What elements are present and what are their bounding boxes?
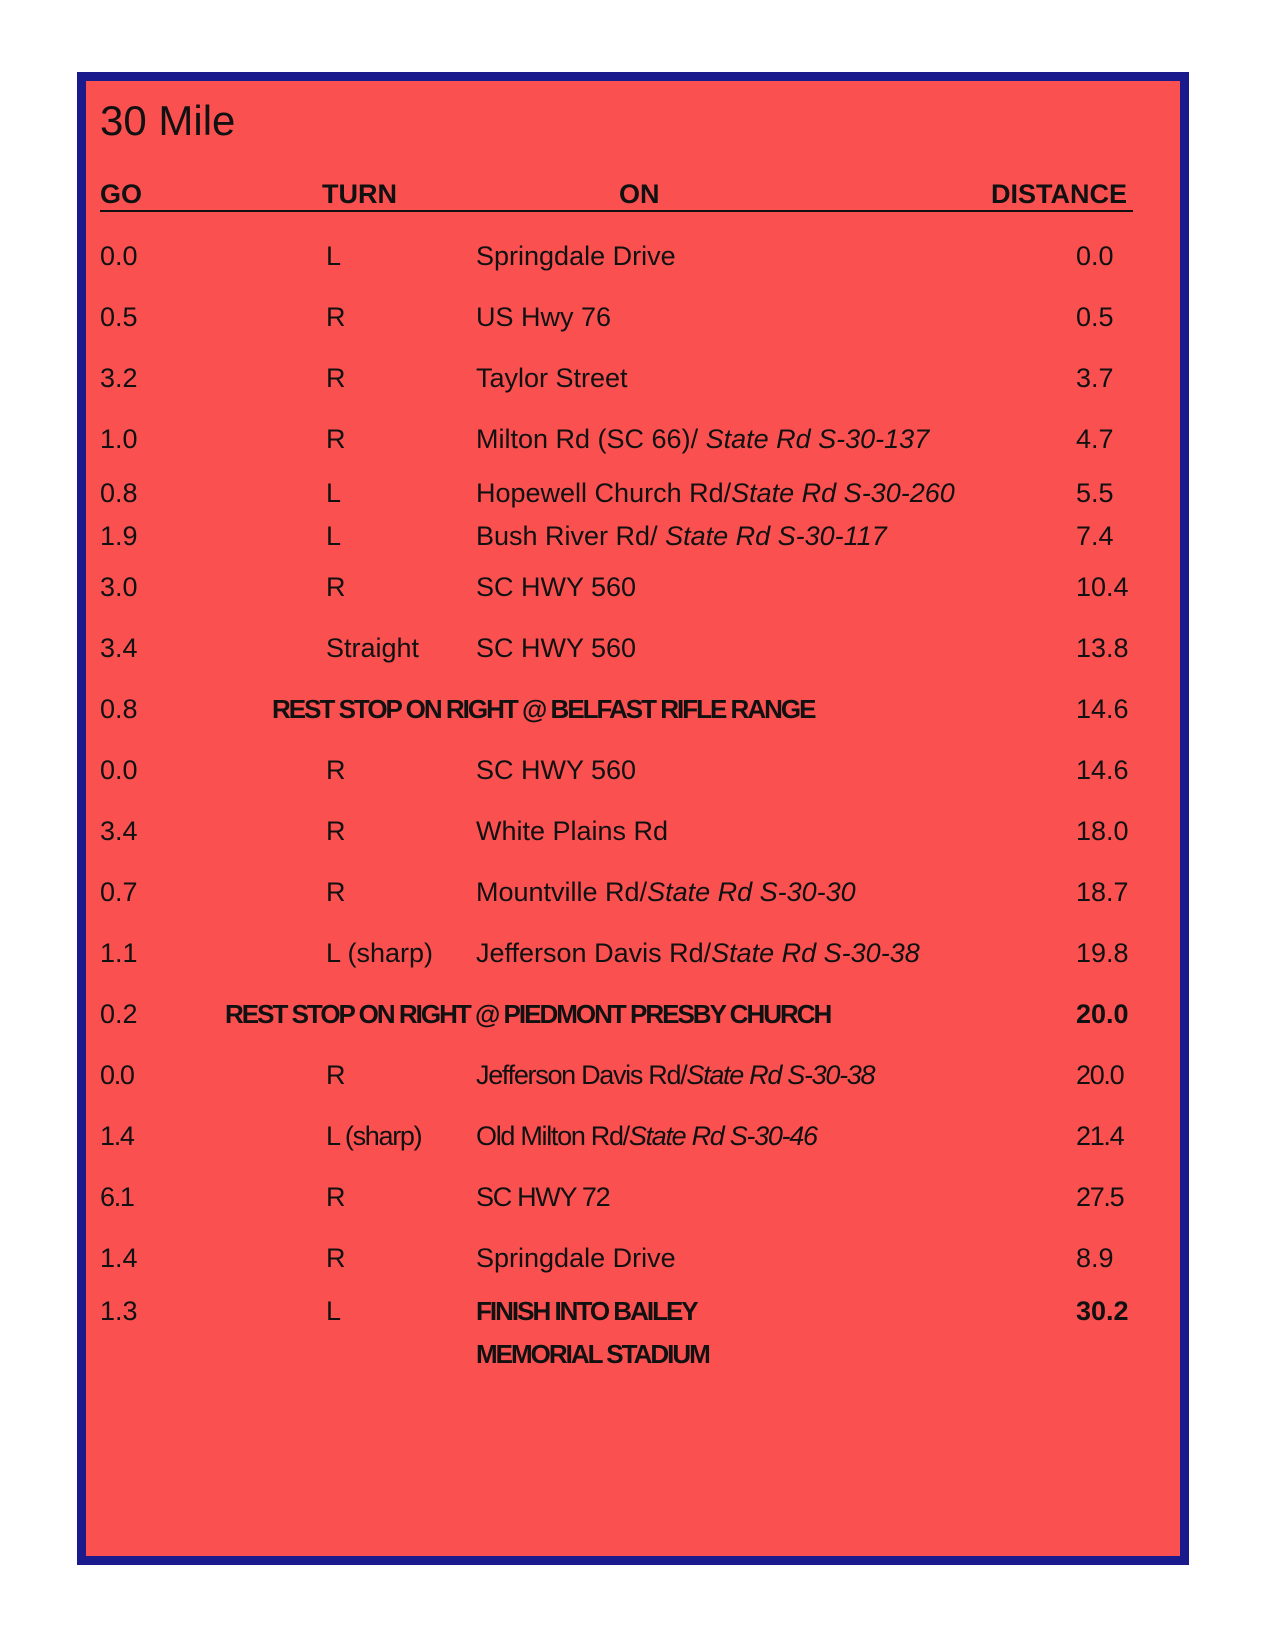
- go-value: 6.1: [100, 1182, 134, 1212]
- road-name: SC HWY 560: [476, 633, 637, 663]
- cue-row: [0, 750, 1275, 790]
- distance-value: 30.2: [1076, 1296, 1129, 1326]
- turn-value: L (sharp): [326, 938, 434, 968]
- road-name: Milton Rd (SC 66)/ State Rd S-30-137: [476, 424, 930, 454]
- go-value: 0.0: [100, 755, 138, 785]
- cue-row: [0, 1116, 1275, 1156]
- distance-value: 20.0: [1076, 999, 1129, 1029]
- cue-row: [0, 811, 1275, 851]
- go-value: 3.0: [100, 572, 138, 602]
- cue-row: [0, 516, 1275, 556]
- turn-value: R: [326, 1182, 345, 1212]
- header-on: ON: [619, 179, 660, 209]
- turn-value: R: [326, 877, 346, 907]
- distance-value: 8.9: [1076, 1243, 1114, 1273]
- go-value: 0.0: [100, 1060, 134, 1090]
- distance-value: 27.5: [1076, 1182, 1124, 1212]
- turn-value: L (sharp): [326, 1121, 422, 1151]
- distance-value: 0.0: [1076, 241, 1114, 271]
- distance-value: 19.8: [1076, 938, 1129, 968]
- cue-row: [0, 297, 1275, 337]
- finish-label-line2: MEMORIAL STADIUM: [476, 1339, 709, 1369]
- turn-value: L: [326, 521, 342, 551]
- road-name: US Hwy 76: [476, 302, 612, 332]
- road-name: White Plains Rd: [476, 816, 669, 846]
- road-name: Hopewell Church Rd/State Rd S-30-260: [476, 478, 955, 508]
- road-name: SC HWY 560: [476, 572, 637, 602]
- distance-value: 14.6: [1076, 694, 1129, 724]
- road-name: Jefferson Davis Rd/State Rd S-30-38: [476, 1060, 875, 1090]
- go-value: 3.2: [100, 363, 138, 393]
- go-value: 0.2: [100, 999, 138, 1029]
- cue-row: [0, 628, 1275, 668]
- go-value: 0.8: [100, 694, 138, 724]
- cue-row: [0, 419, 1275, 459]
- turn-value: R: [326, 424, 346, 454]
- distance-value: 4.7: [1076, 424, 1114, 454]
- cue-row: [0, 567, 1275, 607]
- road-name: SC HWY 560: [476, 755, 637, 785]
- cue-row: [0, 473, 1275, 513]
- cue-row: [0, 1055, 1275, 1095]
- cue-row: [0, 1177, 1275, 1217]
- go-value: 0.0: [100, 241, 138, 271]
- distance-value: 20.0: [1076, 1060, 1124, 1090]
- cue-row: [0, 1238, 1275, 1278]
- distance-value: 5.5: [1076, 478, 1114, 508]
- road-name: Taylor Street: [476, 363, 628, 393]
- rest-stop-label: REST STOP ON RIGHT @ BELFAST RIFLE RANGE: [272, 694, 815, 724]
- cue-row: [0, 358, 1275, 398]
- go-value: 0.5: [100, 302, 138, 332]
- go-value: 0.7: [100, 877, 138, 907]
- distance-value: 14.6: [1076, 755, 1129, 785]
- go-value: 3.4: [100, 633, 138, 663]
- turn-value: R: [326, 1060, 345, 1090]
- rest-stop-row: [0, 994, 1275, 1034]
- road-name: Springdale Drive: [476, 241, 676, 271]
- cue-row: [0, 872, 1275, 912]
- go-value: 1.9: [100, 521, 138, 551]
- road-name: Bush River Rd/ State Rd S-30-117: [476, 521, 887, 551]
- go-value: 1.0: [100, 424, 138, 454]
- go-value: 1.4: [100, 1121, 134, 1151]
- turn-value: L: [326, 1296, 342, 1326]
- distance-value: 3.7: [1076, 363, 1114, 393]
- road-name: Old Milton Rd/State Rd S-30-46: [476, 1121, 817, 1151]
- distance-value: 0.5: [1076, 302, 1114, 332]
- distance-value: 13.8: [1076, 633, 1129, 663]
- rest-stop-label: REST STOP ON RIGHT @ PIEDMONT PRESBY CHURCH: [225, 999, 831, 1029]
- distance-value: 18.0: [1076, 816, 1129, 846]
- turn-value: R: [326, 572, 346, 602]
- turn-value: R: [326, 1243, 346, 1273]
- go-value: 1.4: [100, 1243, 138, 1273]
- road-name: Mountville Rd/State Rd S-30-30: [476, 877, 856, 907]
- finish-label-line1: FINISH INTO BAILEY: [476, 1296, 697, 1326]
- distance-value: 21.4: [1076, 1121, 1124, 1151]
- header-underline: [100, 210, 1133, 212]
- turn-value: L: [326, 241, 342, 271]
- distance-value: 18.7: [1076, 877, 1129, 907]
- cue-row: [0, 933, 1275, 973]
- go-value: 1.3: [100, 1296, 138, 1326]
- road-name: Jefferson Davis Rd/State Rd S-30-38: [476, 938, 920, 968]
- go-value: 0.8: [100, 478, 138, 508]
- distance-value: 7.4: [1076, 521, 1114, 551]
- header-distance: DISTANCE: [991, 179, 1128, 209]
- turn-value: Straight: [326, 633, 420, 663]
- distance-value: 10.4: [1076, 572, 1129, 602]
- road-name: Springdale Drive: [476, 1243, 676, 1273]
- go-value: 3.4: [100, 816, 138, 846]
- page-title: 30 Mile: [100, 97, 236, 144]
- header-turn: TURN: [322, 179, 397, 209]
- rest-stop-row: [0, 689, 1275, 729]
- turn-value: R: [326, 816, 346, 846]
- go-value: 1.1: [100, 938, 138, 968]
- finish-row: [0, 1291, 1275, 1377]
- turn-value: L: [326, 478, 342, 508]
- header-go: GO: [100, 179, 143, 209]
- turn-value: R: [326, 302, 346, 332]
- cue-row: [0, 236, 1275, 276]
- turn-value: R: [326, 363, 346, 393]
- turn-value: R: [326, 755, 346, 785]
- road-name: SC HWY 72: [476, 1182, 610, 1212]
